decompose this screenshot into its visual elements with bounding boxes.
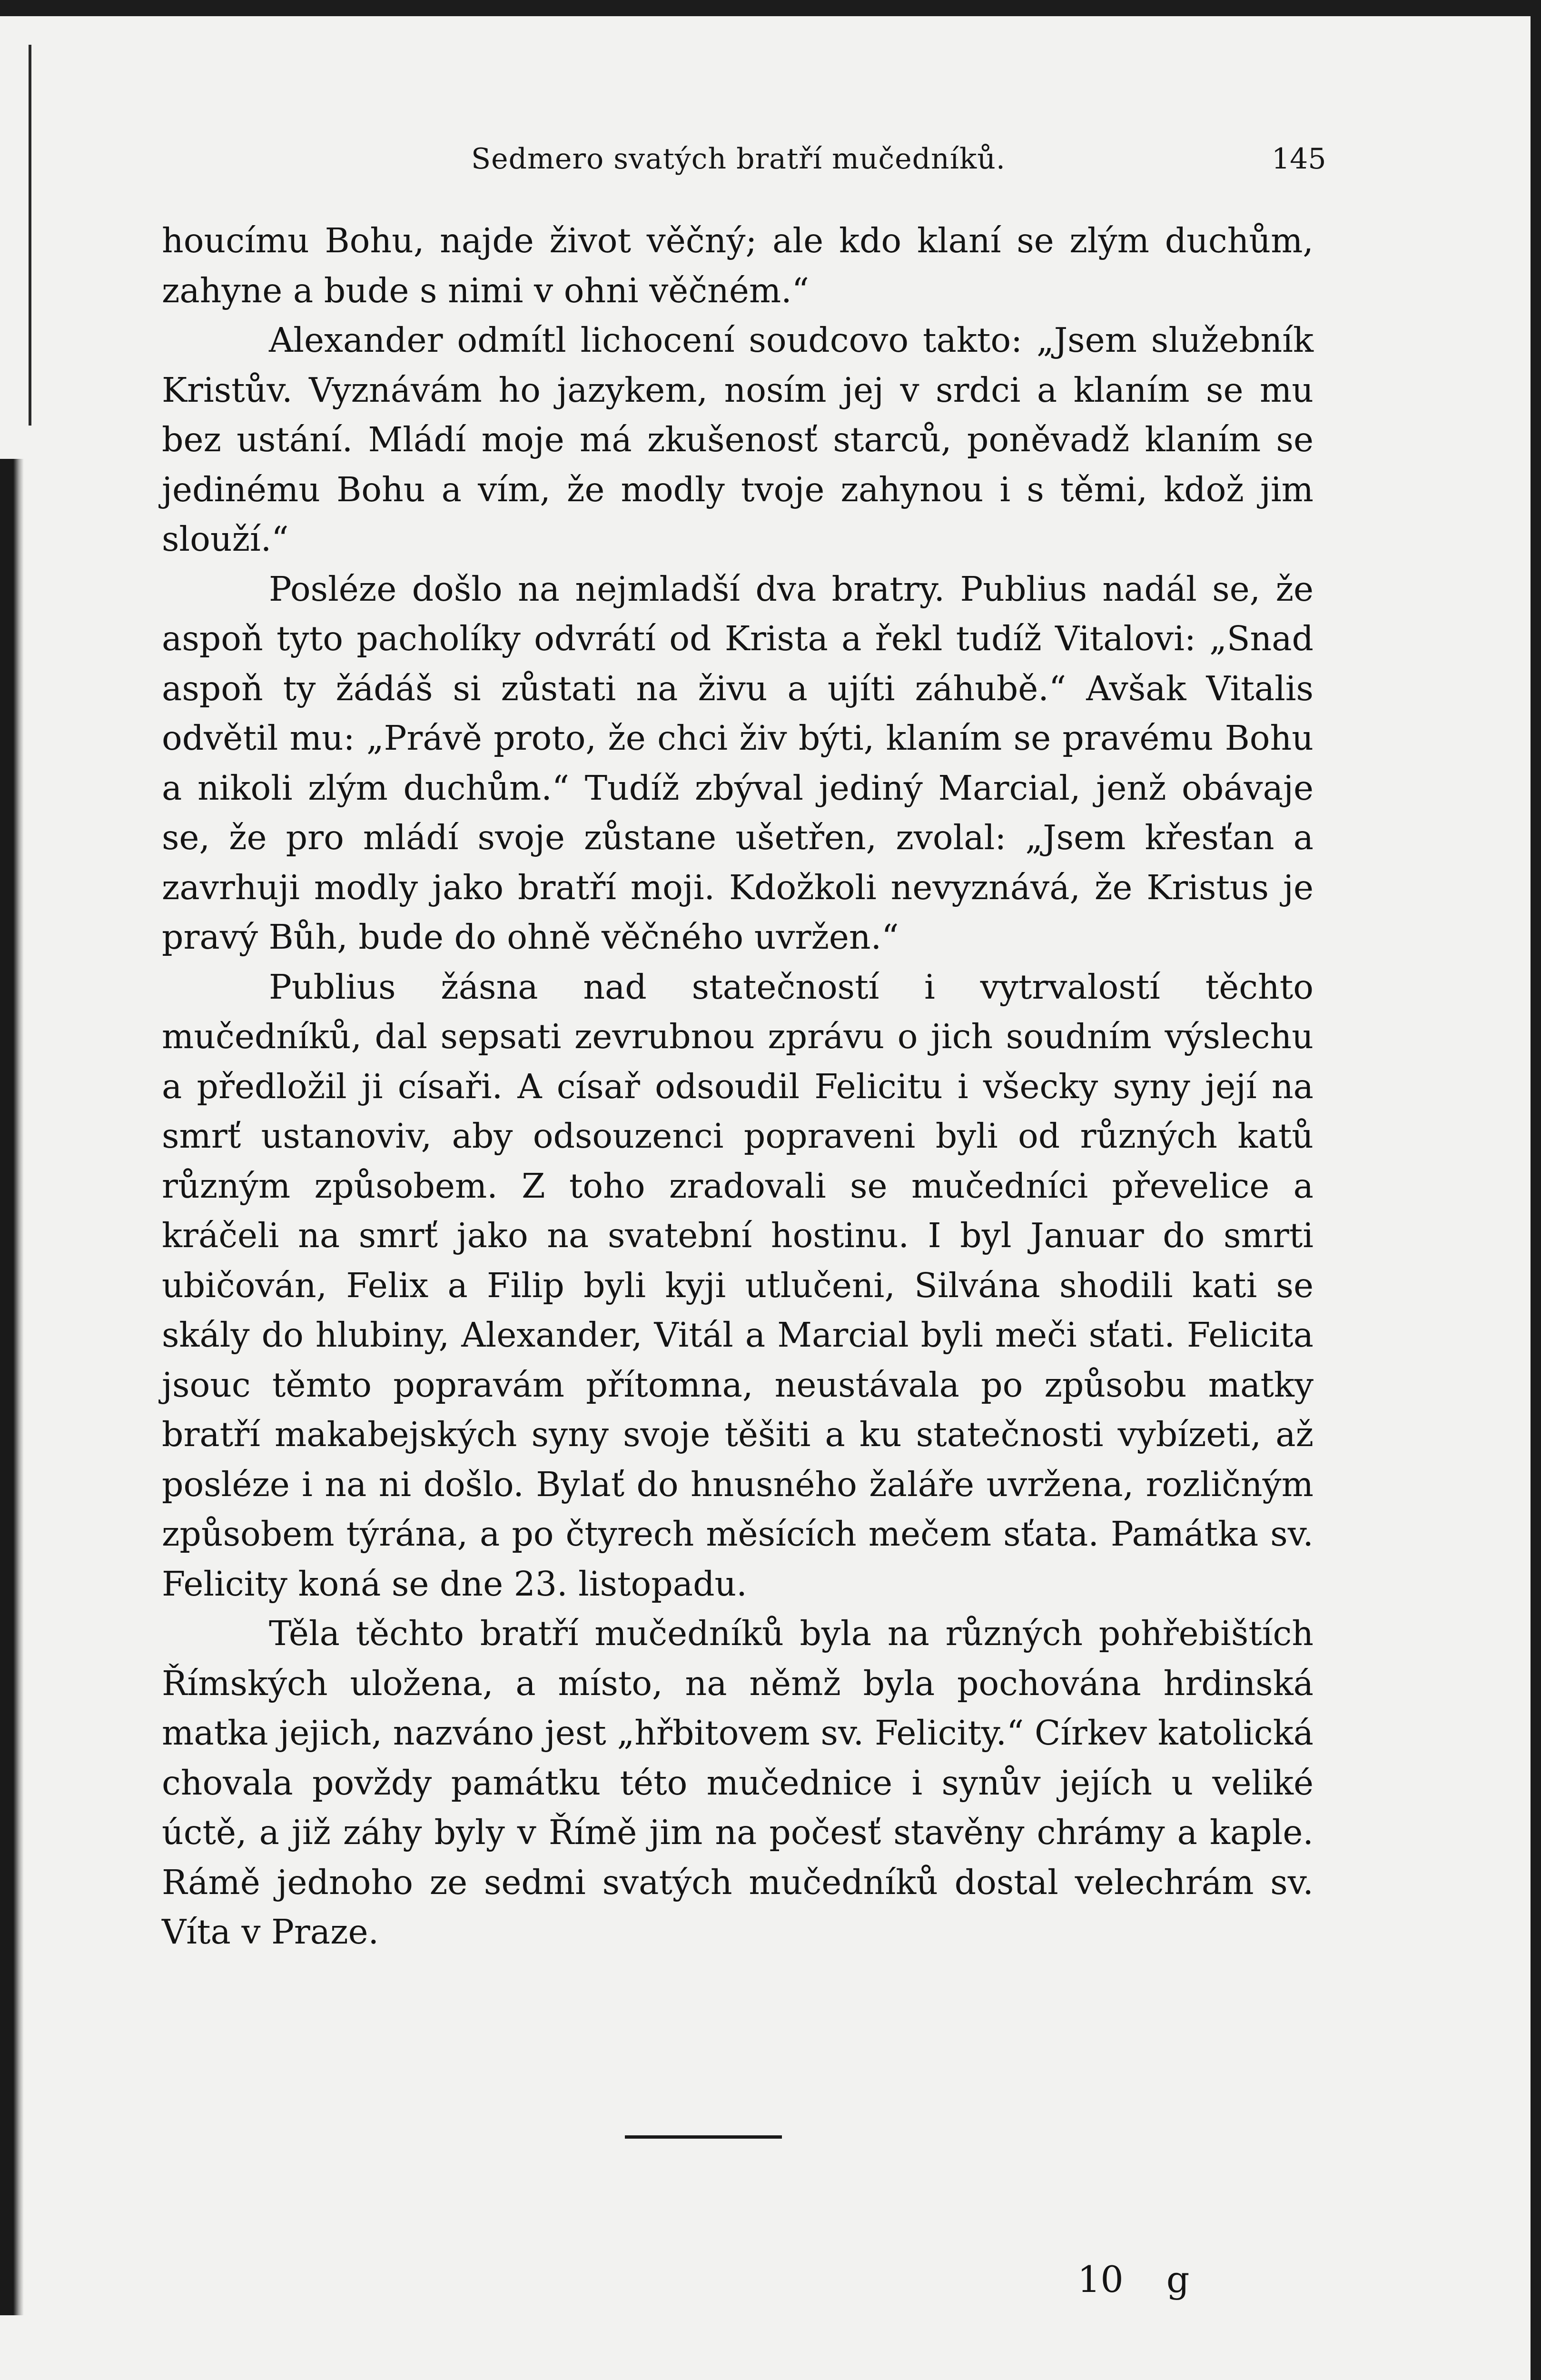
paragraph-continuation: houcímu Bohu, najde život věčný; ale kdo klaní se zlým duchům, zahyne a bude s nimi v ohni věčném.“ bbox=[162, 221, 1314, 310]
paragraph-martyrdom: Publius žásna nad statečností i vytrvalostí těchto mučedníků, dal sepsati zevrubnou zprávu o jich soudním výslechu a předložil ji císaři. A císař odsoudil Felicitu i všecky syny její na smrť ustanoviv, aby odsouzenci popraveni byli od různých katů různým způsobem. Z toho zradovali se mučedníci převelice a kráčeli na smrť jako na svatební hostinu. I byl Januar do smrti ubičován, Felix a Filip byli kyji utlučeni, Silvána shodili kati se skály do hlubiny, Alexander, Vitál a Marcial byli meči sťati. Felicita jsouc těmto popravám přítomna, neustávala po způsobu matky bratří makabejských syny svoje těšiti a ku statečnosti vybízeti, až posléze i na ni došlo. Bylať do hnusného žaláře uvržena, rozličným způsobem týrána, a po čtyrech měsících mečem sťata. Památka sv. Felicity koná se dne 23. listopadu. bbox=[162, 967, 1314, 1604]
section-divider bbox=[625, 2135, 782, 2139]
paragraph-alexander: Alexander odmítl lichocení soudcovo takto: „Jsem služebník Kristův. Vyznávám ho jazykem, nosím jej v srdci a klaním se mu bez ustání. Mládí moje má zkušenosť starců, poněvadž klaním se jedinému Bohu a vím, že modly tvoje zahynou i s těmi, kdož jim slouží.“ bbox=[162, 320, 1314, 559]
signature-number: 10 bbox=[1077, 2258, 1124, 2301]
printer-signature bbox=[1077, 2258, 1189, 2301]
binding-edge bbox=[29, 45, 31, 426]
paragraph-relics: Těla těchto bratří mučedníků byla na různých pohřebištích Římských uložena, a místo, na němž byla pochována hrdinská matka jejich, nazváno jest „hřbitovem sv. Felicity.“ Církev katolická chovala povždy památku této mučednice i synův jejích u veliké úctě, a již záhy byly v Římě jim na počesť stavěny chrámy a kaple. Rámě jednoho ze sedmi svatých mučedníků dostal velechrám sv. Víta v Praze. bbox=[162, 1614, 1314, 1952]
body-text bbox=[162, 216, 1314, 1957]
binding-shadow bbox=[0, 459, 24, 2315]
running-head: Sedmero svatých bratří mučedníků. bbox=[471, 142, 1006, 176]
page-number: 145 bbox=[1272, 142, 1326, 176]
signature-mark: g bbox=[1166, 2258, 1190, 2301]
paragraph-youngest-brothers: Posléze došlo na nejmladší dva bratry. Publius nadál se, že aspoň tyto pacholíky odvrátí od Krista a řekl tudíž Vitalovi: „Snad aspoň ty žádáš si zůstati na živu a ujíti záhubě.“ Avšak Vitalis odvětil mu: „Právě proto, že chci živ býti, klaním se pravému Bohu a nikoli zlým duchům.“ Tudíž zbýval jediný Marcial, jenž obávaje se, že pro mládí svoje zůstane ušetřen, zvolal: „Jsem křesťan a zavrhuji modly jako bratří moji. Kdožkoli nevyznává, že Kristus je pravý Bůh, bude do ohně věčného uvržen.“ bbox=[162, 569, 1314, 957]
